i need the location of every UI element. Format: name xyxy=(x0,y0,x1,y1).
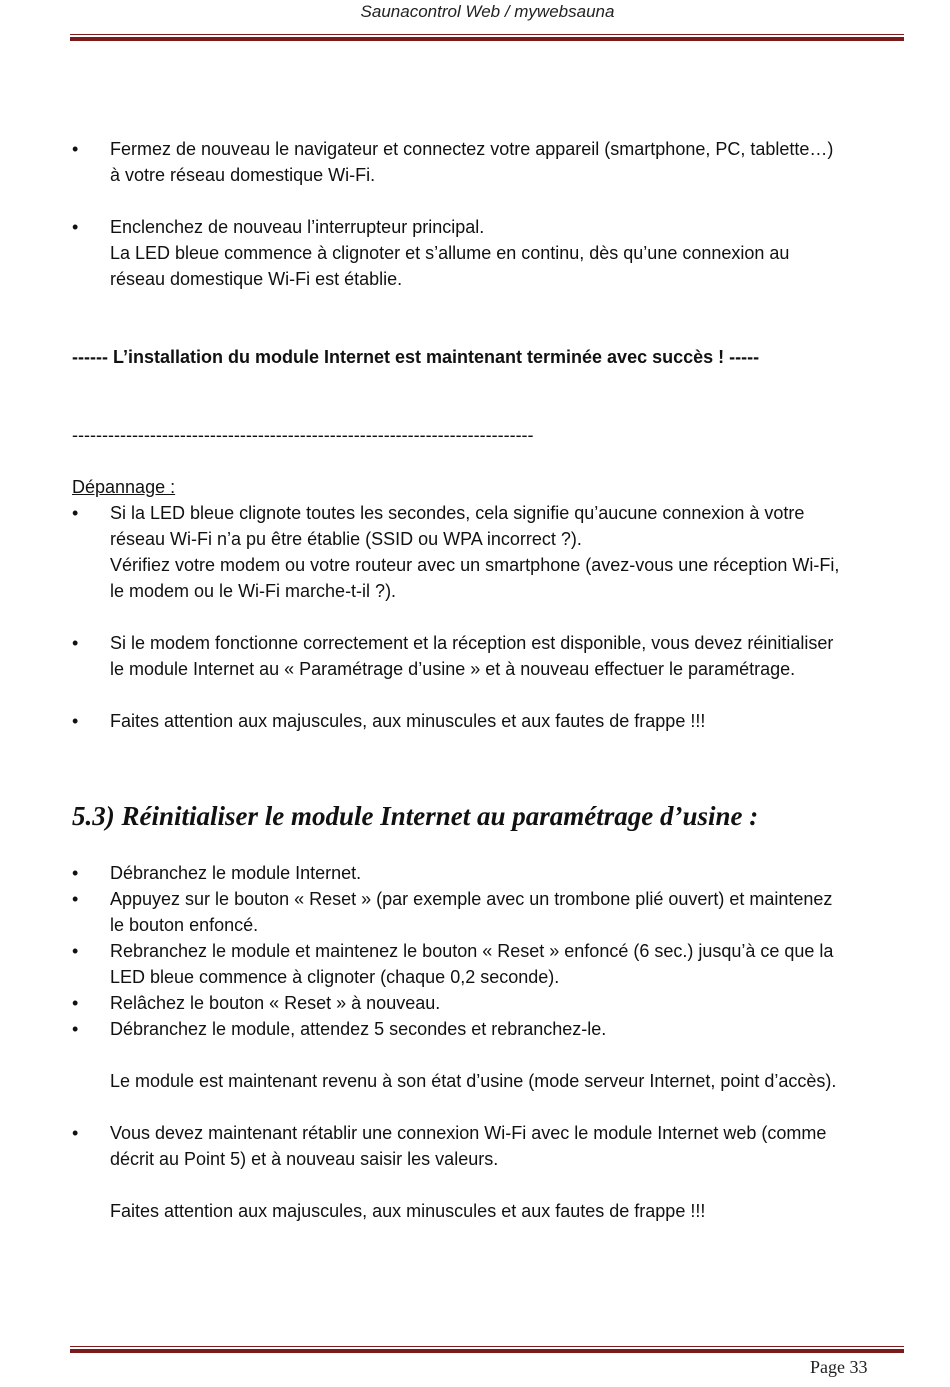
intro-bullet-2 xyxy=(72,214,912,292)
footer-rule xyxy=(70,1346,904,1353)
troubleshoot-bullet-1 xyxy=(72,500,912,604)
text-line: Vérifiez votre modem ou votre routeur avec un smartphone (avez-vous une réception Wi-Fi, xyxy=(110,555,840,575)
text-line: décrit au Point 5) et à nouveau saisir les valeurs. xyxy=(110,1149,499,1169)
factory-state-note: Le module est maintenant revenu à son état d’usine (mode serveur Internet, point d’accès). xyxy=(110,1071,837,1091)
troubleshooting-heading: Dépannage : xyxy=(72,477,176,497)
step-2 xyxy=(72,886,912,938)
text-line: La LED bleue commence à clignoter et s’allume en continu, dès qu’une connexion au xyxy=(110,243,790,263)
page-number: Page 33 xyxy=(810,1357,868,1377)
intro-bullet-1 xyxy=(72,136,912,188)
text-line: le modem ou le Wi-Fi marche-t-il ?). xyxy=(110,581,397,601)
troubleshoot-bullet-3: • Faites attention aux majuscules, aux minuscules et aux fautes de frappe !!! xyxy=(72,708,912,734)
text-line: le module Internet au « Paramétrage d’usine » et à nouveau effectuer le paramétrage. xyxy=(110,659,796,679)
step-6 xyxy=(72,1120,912,1172)
text-line: • Vous devez maintenant rétablir une connexion Wi-Fi avec le module Internet web (comme xyxy=(110,1123,827,1143)
text-line: le bouton enfoncé. xyxy=(110,915,259,935)
page-content xyxy=(72,136,912,1224)
step-1: • Débranchez le module Internet. xyxy=(72,860,912,886)
dashed-separator: ----------------------------------------------------------------------------- xyxy=(72,425,534,445)
typing-reminder: Faites attention aux majuscules, aux minuscules et aux fautes de frappe !!! xyxy=(110,1201,706,1221)
running-header: Saunacontrol Web / mywebsauna xyxy=(360,2,615,21)
success-message: ------ L’installation du module Internet est maintenant terminée avec succès ! ----- xyxy=(72,347,760,367)
step-3 xyxy=(72,938,912,990)
text-line: • Si le modem fonctionne correctement et la réception est disponible, vous devez réinitialiser xyxy=(110,633,834,653)
text-line: • Si la LED bleue clignote toutes les secondes, cela signifie qu’aucune connexion à votre xyxy=(110,503,805,523)
text-line: LED bleue commence à clignoter (chaque 0,2 seconde). xyxy=(110,967,560,987)
text-line: • Fermez de nouveau le navigateur et connectez votre appareil (smartphone, PC, tablette…) xyxy=(110,139,834,159)
troubleshoot-bullet-2 xyxy=(72,630,912,682)
text-line: • Enclenchez de nouveau l’interrupteur principal. xyxy=(110,217,485,237)
text-line: à votre réseau domestique Wi-Fi. xyxy=(110,165,376,185)
text-line: réseau Wi-Fi n’a pu être établie (SSID ou WPA incorrect ?). xyxy=(110,529,582,549)
step-5: • Débranchez le module, attendez 5 secondes et rebranchez-le. xyxy=(72,1016,912,1042)
text-line: réseau domestique Wi-Fi est établie. xyxy=(110,269,403,289)
step-4: • Relâchez le bouton « Reset » à nouveau. xyxy=(72,990,912,1016)
section-title: 5.3) Réinitialiser le module Internet au paramétrage d’usine : xyxy=(72,801,759,831)
text-line: • Rebranchez le module et maintenez le bouton « Reset » enfoncé (6 sec.) jusqu’à ce que la xyxy=(110,941,834,961)
text-line: • Appuyez sur le bouton « Reset » (par exemple avec un trombone plié ouvert) et maintenez xyxy=(110,889,833,909)
header-rule xyxy=(70,34,904,41)
